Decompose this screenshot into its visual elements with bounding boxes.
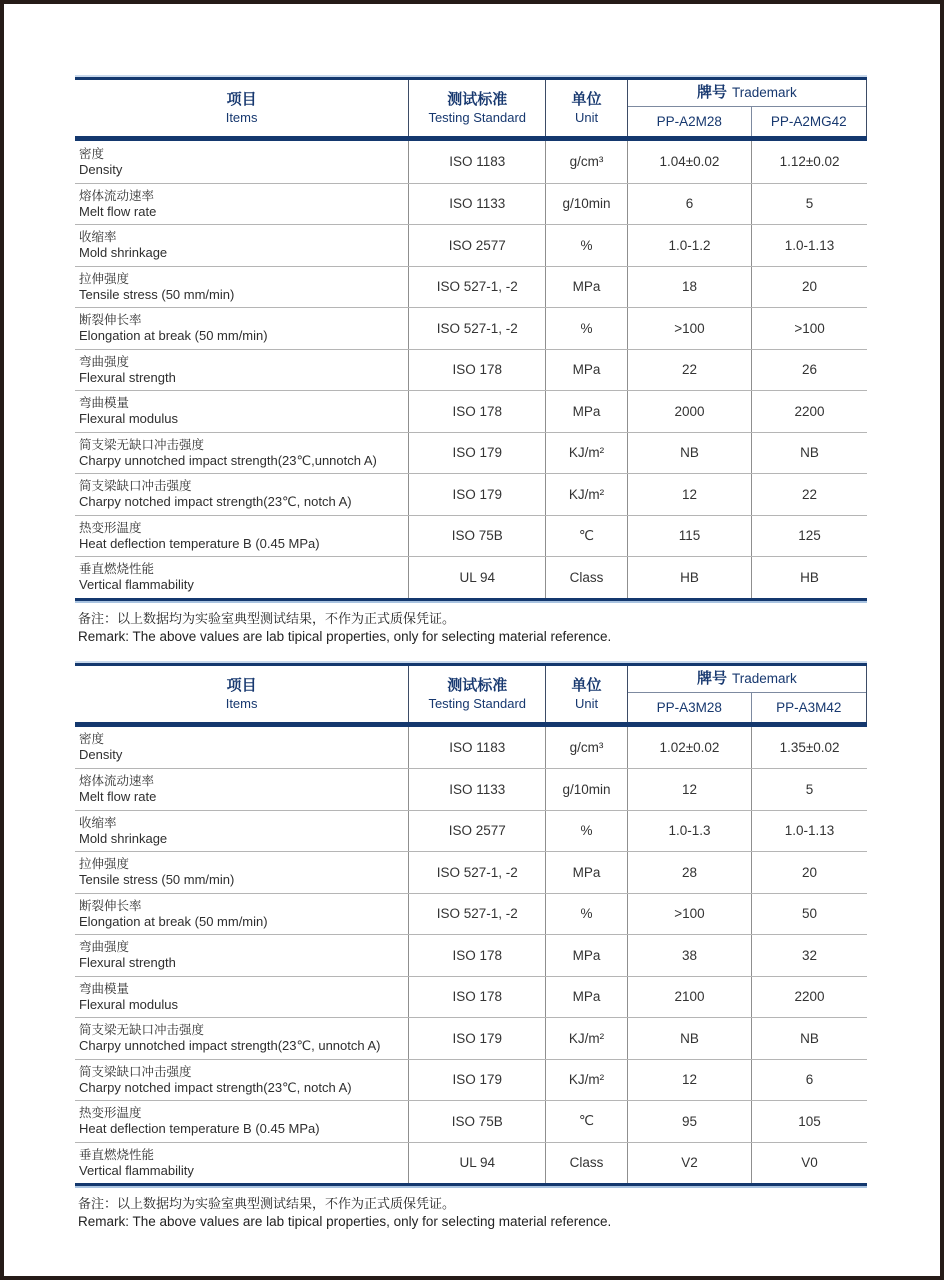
- testing-standard-cell: ISO 527-1, -2: [409, 267, 546, 308]
- table-row: [75, 183, 867, 225]
- property-name-cn: 收缩率: [79, 230, 117, 245]
- unit-cell: KJ/m²: [546, 1018, 628, 1059]
- unit-cell: g/10min: [546, 184, 628, 225]
- property-name-cn: 简支梁无缺口冲击强度: [79, 437, 205, 452]
- grade2-value-cell: 6: [805, 1072, 814, 1088]
- grade1-value-cell: 28: [628, 852, 752, 893]
- grade2-value-cell: 22: [802, 486, 818, 502]
- property-name-cn: 垂直燃烧性能: [79, 1147, 155, 1162]
- unit-cell: MPa: [546, 350, 628, 391]
- table-row: [75, 266, 867, 308]
- property-cell: [75, 267, 409, 308]
- grade1-value-cell: 2100: [628, 977, 752, 1018]
- table-row: [75, 727, 867, 769]
- remark-en: Remark: The above values are lab tipical properties, only for selecting material reference.: [78, 628, 612, 644]
- property-name-cn: 拉伸强度: [79, 857, 130, 872]
- table-row: [75, 1059, 867, 1101]
- header-trademark: [628, 80, 866, 107]
- grade2-value-cell: HB: [800, 569, 819, 585]
- property-name-cn: 收缩率: [79, 815, 117, 830]
- property-cell: [75, 727, 409, 769]
- testing-standard-cell: ISO 178: [409, 391, 546, 432]
- property-name-cn: 热变形温度: [79, 520, 142, 535]
- grade2-value-cell: 20: [802, 864, 818, 880]
- grade1-value-cell: 12: [628, 474, 752, 515]
- property-name-en: Flexural modulus: [79, 411, 178, 427]
- property-cell: [75, 1060, 409, 1101]
- property-name-cn: 弯曲模量: [79, 981, 130, 996]
- property-name-cn: 简支梁缺口冲击强度: [79, 479, 192, 494]
- header-items-cn: 项目: [226, 91, 257, 108]
- header-unit-en: Unit: [574, 695, 599, 711]
- header-items-en: Items: [225, 695, 258, 711]
- property-name-cn: 断裂伸长率: [79, 313, 142, 328]
- testing-standard-cell: ISO 178: [409, 935, 546, 976]
- grade2-value-cell: 20: [802, 279, 818, 295]
- property-name-en: Flexural strength: [79, 955, 176, 971]
- testing-standard-cell: ISO 178: [409, 977, 546, 1018]
- header-standard-cn: 测试标准: [447, 676, 508, 694]
- unit-cell: %: [546, 894, 628, 935]
- testing-standard-cell: ISO 75B: [409, 1101, 546, 1142]
- property-name-cn: 拉伸强度: [79, 271, 130, 286]
- remark-en: Remark: The above values are lab tipical properties, only for selecting material reference.: [78, 1214, 612, 1229]
- grade2-value-cell: 50: [802, 906, 818, 922]
- testing-standard-cell: ISO 1183: [409, 141, 546, 183]
- property-cell: [75, 433, 409, 474]
- testing-standard-cell: ISO 179: [409, 1018, 546, 1059]
- property-cell: [75, 769, 409, 810]
- property-name-cn: 简支梁缺口冲击强度: [79, 1064, 192, 1079]
- unit-cell: MPa: [546, 852, 628, 893]
- property-name-en: Vertical flammability: [79, 1162, 194, 1178]
- table-row: [75, 1100, 867, 1142]
- header-grade-2: PP-A2MG42: [770, 114, 847, 129]
- unit-cell: %: [546, 225, 628, 266]
- grade1-value-cell: >100: [628, 308, 752, 349]
- property-name-en: Tensile stress (50 mm/min): [79, 872, 235, 888]
- header-unit-en: Unit: [574, 110, 599, 125]
- property-name-en: Mold shrinkage: [79, 830, 168, 846]
- remark-block: [78, 610, 867, 646]
- header-grade-row: [628, 693, 866, 722]
- grade1-value-cell: 22: [628, 350, 752, 391]
- header-trademark-en: Trademark: [732, 85, 797, 100]
- property-name-cn: 简支梁无缺口冲击强度: [79, 1023, 205, 1038]
- header-grade-1: PP-A2M28: [628, 107, 752, 136]
- property-cell: [75, 141, 409, 183]
- grade2-value-cell: NB: [800, 1030, 819, 1046]
- unit-cell: g/cm³: [546, 141, 628, 183]
- unit-cell: ℃: [546, 1101, 628, 1142]
- grade1-value-cell: 2000: [628, 391, 752, 432]
- table-row: [75, 556, 867, 598]
- grade1-value-cell: 1.02±0.02: [628, 727, 752, 769]
- header-trademark-cn: 牌号: [696, 669, 727, 687]
- grade1-value-cell: 115: [628, 516, 752, 557]
- property-cell: [75, 935, 409, 976]
- grade2-value-cell: 105: [798, 1113, 821, 1129]
- grade1-value-cell: 1.04±0.02: [628, 141, 752, 183]
- table-row: [75, 224, 867, 266]
- property-name-en: Charpy unnotched impact strength(23℃,unnotch A): [79, 452, 377, 468]
- testing-standard-cell: ISO 2577: [409, 225, 546, 266]
- property-cell: [75, 894, 409, 935]
- property-name-cn: 弯曲模量: [79, 396, 130, 411]
- grade1-value-cell: 1.0-1.3: [628, 811, 752, 852]
- table-body: [75, 727, 867, 1184]
- header-standard-cn: 测试标准: [447, 91, 508, 108]
- testing-standard-cell: ISO 2577: [409, 811, 546, 852]
- unit-cell: g/10min: [546, 769, 628, 810]
- property-cell: [75, 350, 409, 391]
- table-row: [75, 307, 867, 349]
- property-name-en: Vertical flammability: [79, 577, 194, 593]
- grade2-value-cell: 1.0-1.13: [784, 237, 835, 253]
- table-row: [75, 934, 867, 976]
- table-row: [75, 141, 867, 183]
- testing-standard-cell: ISO 527-1, -2: [409, 852, 546, 893]
- unit-cell: %: [546, 811, 628, 852]
- table-header: [75, 666, 867, 722]
- property-cell: [75, 1101, 409, 1142]
- testing-standard-cell: ISO 527-1, -2: [409, 894, 546, 935]
- testing-standard-cell: ISO 75B: [409, 516, 546, 557]
- header-testing-standard: [409, 666, 546, 722]
- grade2-value-cell: >100: [794, 320, 825, 336]
- grade2-value-cell: 2200: [794, 989, 825, 1005]
- header-trademark-en: Trademark: [732, 670, 797, 686]
- grade1-value-cell: 12: [628, 769, 752, 810]
- header-unit-cn: 单位: [571, 676, 602, 694]
- property-name-en: Melt flow rate: [79, 789, 157, 805]
- grade2-value-cell: NB: [800, 445, 819, 461]
- testing-standard-cell: ISO 179: [409, 474, 546, 515]
- property-name-en: Mold shrinkage: [79, 245, 168, 261]
- property-cell: [75, 811, 409, 852]
- grade1-value-cell: 38: [628, 935, 752, 976]
- testing-standard-cell: UL 94: [409, 557, 546, 598]
- table-row: [75, 473, 867, 515]
- table-row: [75, 1017, 867, 1059]
- property-name-en: Elongation at break (50 mm/min): [79, 328, 268, 344]
- testing-standard-cell: ISO 1133: [409, 184, 546, 225]
- header-standard-en: Testing Standard: [428, 110, 527, 125]
- table-bottom-bar: [75, 1183, 867, 1188]
- testing-standard-cell: ISO 527-1, -2: [409, 308, 546, 349]
- page-content: [4, 4, 940, 1231]
- property-name-en: Elongation at break (50 mm/min): [79, 913, 268, 929]
- unit-cell: g/cm³: [546, 727, 628, 769]
- property-name-en: Density: [79, 161, 123, 177]
- property-name-cn: 密度: [79, 146, 105, 161]
- property-cell: [75, 391, 409, 432]
- property-cell: [75, 1143, 409, 1184]
- property-name-cn: 熔体流动速率: [79, 774, 155, 789]
- header-trademark-cn: 牌号: [696, 84, 727, 101]
- property-name-en: Heat deflection temperature B (0.45 MPa): [79, 1121, 320, 1137]
- table-row: [75, 432, 867, 474]
- table-row: [75, 768, 867, 810]
- grade2-value-cell: V0: [801, 1155, 818, 1171]
- property-name-en: Charpy notched impact strength(23℃, notch A): [79, 1079, 352, 1095]
- testing-standard-cell: ISO 1133: [409, 769, 546, 810]
- property-cell: [75, 516, 409, 557]
- table-row: [75, 810, 867, 852]
- property-name-en: Density: [79, 747, 123, 763]
- table-row: [75, 515, 867, 557]
- table-header: [75, 80, 867, 136]
- unit-cell: MPa: [546, 977, 628, 1018]
- property-cell: [75, 225, 409, 266]
- header-grade-row: [628, 107, 866, 136]
- property-name-cn: 断裂伸长率: [79, 898, 142, 913]
- header-standard-en: Testing Standard: [428, 695, 527, 711]
- grade2-value-cell: 2200: [794, 403, 825, 419]
- property-name-cn: 熔体流动速率: [79, 188, 155, 203]
- table-row: [75, 976, 867, 1018]
- grade2-value-cell: 26: [802, 362, 818, 378]
- remark-cn: 备注：以上数据均为实验室典型测试结果，不作为正式质保凭证。: [78, 1196, 456, 1211]
- grade1-value-cell: NB: [628, 433, 752, 474]
- grade1-value-cell: V2: [628, 1143, 752, 1184]
- property-name-en: Melt flow rate: [79, 203, 157, 219]
- unit-cell: KJ/m²: [546, 1060, 628, 1101]
- unit-cell: MPa: [546, 391, 628, 432]
- property-name-en: Heat deflection temperature B (0.45 MPa): [79, 535, 320, 551]
- property-name-cn: 弯曲强度: [79, 940, 130, 955]
- header-trademark: [628, 666, 866, 693]
- grade1-value-cell: >100: [628, 894, 752, 935]
- property-name-en: Tensile stress (50 mm/min): [79, 286, 235, 302]
- property-table-2: [75, 661, 867, 1232]
- grade1-value-cell: 12: [628, 1060, 752, 1101]
- header-items: [75, 80, 409, 136]
- testing-standard-cell: ISO 179: [409, 433, 546, 474]
- table-row: [75, 349, 867, 391]
- grade2-value-cell: 1.12±0.02: [779, 154, 840, 170]
- header-grade-1: PP-A3M28: [628, 693, 752, 722]
- unit-cell: MPa: [546, 267, 628, 308]
- property-name-cn: 垂直燃烧性能: [79, 562, 155, 577]
- grade2-value-cell: 1.0-1.13: [784, 823, 835, 839]
- table-bottom-bar: [75, 598, 867, 603]
- grade1-value-cell: 6: [628, 184, 752, 225]
- grade1-value-cell: NB: [628, 1018, 752, 1059]
- unit-cell: ℃: [546, 516, 628, 557]
- remark-block: [78, 1195, 867, 1231]
- grade2-value-cell: 125: [798, 528, 821, 544]
- testing-standard-cell: ISO 179: [409, 1060, 546, 1101]
- testing-standard-cell: UL 94: [409, 1143, 546, 1184]
- testing-standard-cell: ISO 178: [409, 350, 546, 391]
- grade1-value-cell: 18: [628, 267, 752, 308]
- property-cell: [75, 1018, 409, 1059]
- grade2-value-cell: 1.35±0.02: [779, 739, 840, 755]
- grade2-value-cell: 5: [805, 781, 814, 797]
- property-name-cn: 弯曲强度: [79, 354, 130, 369]
- property-name-cn: 热变形温度: [79, 1106, 142, 1121]
- unit-cell: %: [546, 308, 628, 349]
- table-row: [75, 1142, 867, 1184]
- table-body: [75, 141, 867, 598]
- property-name-en: Charpy unnotched impact strength(23℃, unnotch A): [79, 1038, 381, 1054]
- property-name-en: Flexural modulus: [79, 996, 178, 1012]
- unit-cell: KJ/m²: [546, 474, 628, 515]
- table-row: [75, 851, 867, 893]
- header-unit-cn: 单位: [571, 91, 602, 108]
- header-trademark-group: [628, 80, 867, 136]
- header-unit: [546, 80, 628, 136]
- property-name-cn: 密度: [79, 732, 105, 747]
- unit-cell: MPa: [546, 935, 628, 976]
- grade1-value-cell: HB: [628, 557, 752, 598]
- header-items-cn: 项目: [226, 676, 257, 694]
- unit-cell: Class: [546, 1143, 628, 1184]
- header-grade-2: PP-A3M42: [776, 699, 842, 715]
- unit-cell: KJ/m²: [546, 433, 628, 474]
- property-table-1: [75, 75, 867, 646]
- grade1-value-cell: 1.0-1.2: [628, 225, 752, 266]
- header-trademark-group: [628, 666, 867, 722]
- header-items-en: Items: [225, 110, 258, 125]
- property-cell: [75, 308, 409, 349]
- property-cell: [75, 852, 409, 893]
- grade2-value-cell: 32: [802, 947, 818, 963]
- property-name-en: Charpy notched impact strength(23℃, notch A): [79, 494, 352, 510]
- unit-cell: Class: [546, 557, 628, 598]
- property-cell: [75, 557, 409, 598]
- header-items: [75, 666, 409, 722]
- property-cell: [75, 474, 409, 515]
- grade2-value-cell: 5: [805, 196, 814, 212]
- testing-standard-cell: ISO 1183: [409, 727, 546, 769]
- property-cell: [75, 184, 409, 225]
- table-row: [75, 390, 867, 432]
- table-row: [75, 893, 867, 935]
- header-unit: [546, 666, 628, 722]
- grade1-value-cell: 95: [628, 1101, 752, 1142]
- property-name-en: Flexural strength: [79, 369, 176, 385]
- property-cell: [75, 977, 409, 1018]
- header-testing-standard: [409, 80, 546, 136]
- remark-cn: 备注：以上数据均为实验室典型测试结果，不作为正式质保凭证。: [78, 610, 456, 626]
